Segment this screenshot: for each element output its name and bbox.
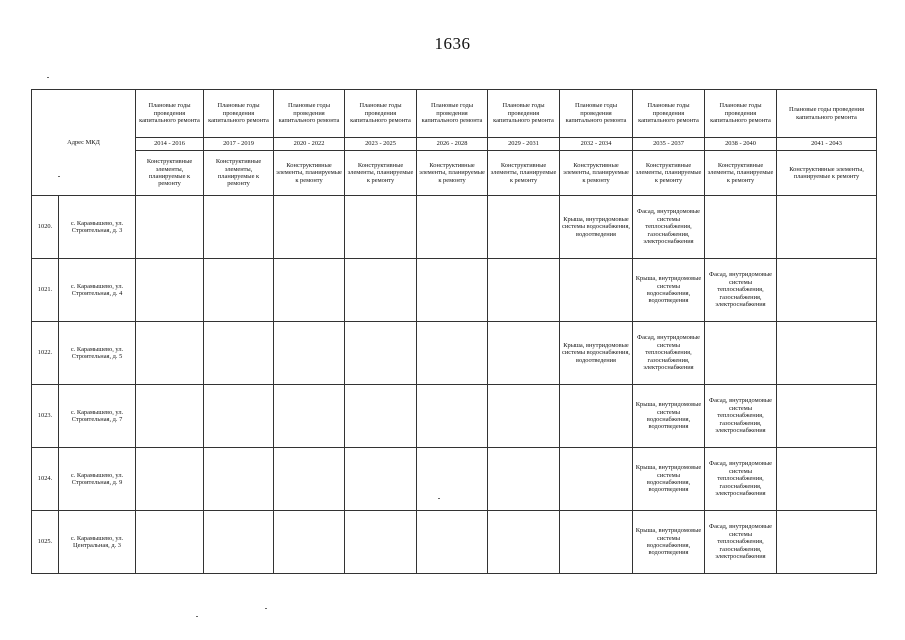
repair-cell: Крыша, внутридомовые системы водоснабжения, водоотведения (633, 511, 705, 574)
repair-cell (417, 322, 488, 385)
repair-cell (488, 259, 560, 322)
repair-cell (560, 385, 633, 448)
scan-speck (265, 608, 267, 609)
scan-speck (438, 498, 440, 499)
repair-cell (488, 196, 560, 259)
repair-cell (136, 259, 204, 322)
period-years-cell: 2029 - 2031 (488, 138, 560, 151)
row-number: 1024. (32, 448, 59, 511)
period-header-cell: Плановые годы проведения капитального ремонта (417, 90, 488, 138)
period-header-cell: Плановые годы проведения капитального ремонта (345, 90, 417, 138)
repair-cell (204, 196, 274, 259)
elements-header-cell: Конструктивные элементы, планируемые к ремонту (560, 151, 633, 196)
repair-cell (204, 511, 274, 574)
repair-cell (274, 385, 345, 448)
repair-cell (777, 322, 877, 385)
period-years-cell: 2026 - 2028 (417, 138, 488, 151)
row-address: с. Карамышево, ул. Строительная, д. 3 (59, 196, 136, 259)
repair-cell: Крыша, внутридомовые системы водоснабжения, водоотведения (633, 448, 705, 511)
header-row-periods (32, 90, 877, 138)
table-row (32, 322, 877, 385)
scan-speck (58, 176, 60, 177)
repair-cell (488, 322, 560, 385)
capital-repair-table (31, 89, 877, 574)
repair-cell (417, 385, 488, 448)
elements-header-cell: Конструктивные элементы, планируемые к ремонту (777, 151, 877, 196)
period-header-cell: Плановые годы проведения капитального ремонта (777, 90, 877, 138)
elements-header-cell: Конструктивные элементы, планируемые к ремонту (274, 151, 345, 196)
period-years-cell: 2014 - 2016 (136, 138, 204, 151)
repair-cell: Крыша, внутридомовые системы водоснабжения, водоотведения (633, 259, 705, 322)
period-years-cell: 2041 - 2043 (777, 138, 877, 151)
repair-cell: Фасад, внутридомовые системы теплоснабжения, газоснабжения, электроснабжения (705, 259, 777, 322)
repair-cell (204, 385, 274, 448)
repair-cell (345, 448, 417, 511)
repair-cell: Фасад, внутридомовые системы теплоснабжения, газоснабжения, электроснабжения (633, 322, 705, 385)
repair-cell: Крыша, внутридомовые системы водоснабжения, водоотведения (560, 196, 633, 259)
repair-cell (204, 259, 274, 322)
page-number: 1636 (434, 34, 471, 53)
period-years-cell: 2023 - 2025 (345, 138, 417, 151)
row-address: с. Карамышево, ул. Строительная, д. 7 (59, 385, 136, 448)
row-number: 1022. (32, 322, 59, 385)
scan-speck (196, 616, 198, 617)
elements-header-cell: Конструктивные элементы, планируемые к ремонту (488, 151, 560, 196)
repair-cell: Крыша, внутридомовые системы водоснабжения, водоотведения (633, 385, 705, 448)
repair-cell (777, 511, 877, 574)
row-address: с. Карамышево, ул. Строительная, д. 5 (59, 322, 136, 385)
repair-cell (136, 385, 204, 448)
repair-cell (274, 511, 345, 574)
table-row (32, 448, 877, 511)
repair-cell (345, 259, 417, 322)
period-years-cell: 2017 - 2019 (204, 138, 274, 151)
period-header-cell: Плановые годы проведения капитального ремонта (274, 90, 345, 138)
repair-cell (560, 259, 633, 322)
elements-header-cell: Конструктивные элементы, планируемые к ремонту (345, 151, 417, 196)
repair-cell (560, 448, 633, 511)
elements-header-cell: Конструктивные элементы, планируемые к ремонту (705, 151, 777, 196)
period-header-cell: Плановые годы проведения капитального ремонта (488, 90, 560, 138)
repair-cell (488, 511, 560, 574)
repair-cell (705, 322, 777, 385)
period-years-cell: 2035 - 2037 (633, 138, 705, 151)
repair-cell (705, 196, 777, 259)
elements-header-cell: Конструктивные элементы, планируемые к ремонту (417, 151, 488, 196)
period-header-cell: Плановые годы проведения капитального ремонта (705, 90, 777, 138)
repair-cell (136, 448, 204, 511)
repair-cell (417, 196, 488, 259)
repair-cell (345, 511, 417, 574)
period-header-cell: Плановые годы проведения капитального ремонта (136, 90, 204, 138)
period-header-cell: Плановые годы проведения капитального ремонта (633, 90, 705, 138)
period-header-cell: Плановые годы проведения капитального ремонта (204, 90, 274, 138)
repair-cell: Фасад, внутридомовые системы теплоснабжения, газоснабжения, электроснабжения (705, 385, 777, 448)
repair-cell (777, 196, 877, 259)
elements-header-cell: Конструктивные элементы, планируемые к ремонту (204, 151, 274, 196)
repair-cell (274, 196, 345, 259)
repair-cell (136, 511, 204, 574)
repair-cell (488, 385, 560, 448)
repair-cell (345, 385, 417, 448)
repair-cell (204, 322, 274, 385)
table-row (32, 196, 877, 259)
period-header-cell: Плановые годы проведения капитального ремонта (560, 90, 633, 138)
repair-cell (136, 322, 204, 385)
repair-cell (417, 511, 488, 574)
table-row (32, 259, 877, 322)
period-years-cell: 2032 - 2034 (560, 138, 633, 151)
address-header: Адрес МКД (32, 90, 136, 196)
repair-cell (345, 322, 417, 385)
repair-cell: Крыша, внутридомовые системы водоснабжения, водоотведения (560, 322, 633, 385)
repair-cell (274, 448, 345, 511)
row-number: 1021. (32, 259, 59, 322)
repair-cell: Фасад, внутридомовые системы теплоснабжения, газоснабжения, электроснабжения (633, 196, 705, 259)
repair-cell (488, 448, 560, 511)
row-number: 1025. (32, 511, 59, 574)
header-row-years (32, 138, 877, 151)
repair-cell (345, 196, 417, 259)
row-number: 1020. (32, 196, 59, 259)
repair-cell: Фасад, внутридомовые системы теплоснабжения, газоснабжения, электроснабжения (705, 448, 777, 511)
repair-cell: Фасад, внутридомовые системы теплоснабжения, газоснабжения, электроснабжения (705, 511, 777, 574)
repair-cell (417, 259, 488, 322)
repair-cell (417, 448, 488, 511)
repair-cell (777, 259, 877, 322)
scan-speck (47, 77, 49, 78)
row-number: 1023. (32, 385, 59, 448)
table-row (32, 385, 877, 448)
row-address: с. Карамышево, ул. Строительная, д. 9 (59, 448, 136, 511)
period-years-cell: 2038 - 2040 (705, 138, 777, 151)
repair-cell (204, 448, 274, 511)
repair-cell (274, 259, 345, 322)
table-row (32, 511, 877, 574)
header-row-elements (32, 151, 877, 196)
repair-cell (777, 385, 877, 448)
elements-header-cell: Конструктивные элементы, планируемые к ремонту (136, 151, 204, 196)
repair-cell (136, 196, 204, 259)
row-address: с. Карамышево, ул. Строительная, д. 4 (59, 259, 136, 322)
period-years-cell: 2020 - 2022 (274, 138, 345, 151)
row-address: с. Карамышево, ул. Центральная, д. 3 (59, 511, 136, 574)
repair-cell (274, 322, 345, 385)
elements-header-cell: Конструктивные элементы, планируемые к ремонту (633, 151, 705, 196)
repair-cell (560, 511, 633, 574)
repair-cell (777, 448, 877, 511)
